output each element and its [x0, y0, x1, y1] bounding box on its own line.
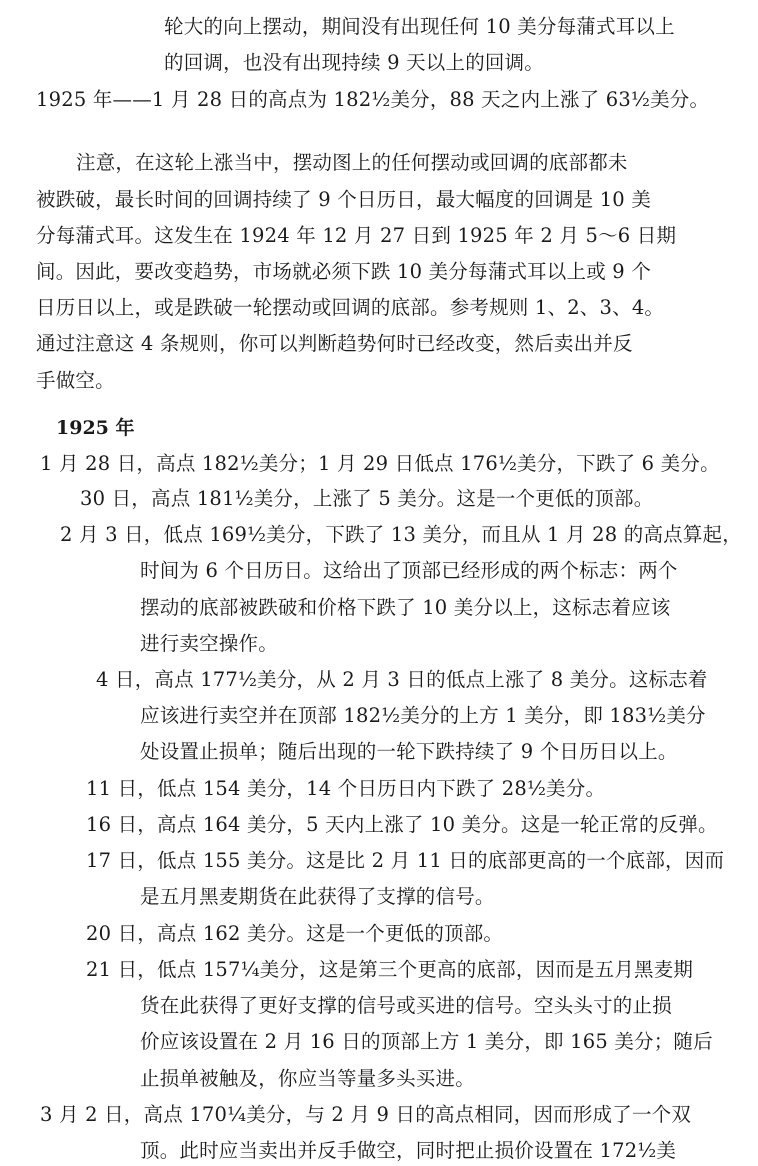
entry-line: 货在此获得了更好支撑的信号或买进的信号。空头头寸的止损 [140, 994, 672, 1018]
text-line: 1925 年——1 月 28 日的高点为 182½美分，88 天之内上涨了 63½美分。 [36, 88, 710, 112]
entry-text: 高点 177½美分，从 2 月 3 日的低点上涨了 8 美分。这标志着 [154, 668, 708, 692]
text-line: 的回调，也没有出现持续 9 天以上的回调。 [164, 51, 545, 75]
entry-line [86, 774, 605, 804]
paragraph-line: 分每蒲式耳。这发生在 1924 年 12 月 27 日到 1925 年 2 月 5～6 日期 [36, 223, 677, 247]
entry-line [60, 520, 742, 550]
paragraph-line: 通过注意这 4 条规则，你可以判断趋势何时已经改变，然后卖出并反 [36, 332, 633, 356]
entry-line [96, 665, 708, 695]
entry-line [86, 846, 724, 876]
entry-text: 低点 155 美分。这是比 2 月 11 日的底部更高的一个底部，因而 [157, 849, 725, 873]
entry-date: 3 月 2 日， [40, 1102, 144, 1126]
paragraph-line: 被跌破，最长时间的回调持续了 9 个日历日，最大幅度的回调是 10 美 [36, 187, 652, 211]
entry-date: 30 日， [80, 486, 152, 510]
entry-line: 顶。此时应当卖出并反手做空，同时把止损价设置在 172½美 [140, 1139, 677, 1162]
entry-date: 16 日， [86, 812, 158, 836]
entry-text: 高点 164 美分，5 天内上涨了 10 美分。这是一轮正常的反弹。 [157, 812, 718, 836]
entry-date: 1 月 28 日， [40, 451, 157, 475]
paragraph-line: 手做空。 [36, 368, 115, 392]
entry-line: 时间为 6 个日历日。这给出了顶部已经形成的两个标志：两个 [140, 559, 678, 583]
entry-text: 高点 182½美分；1 月 29 日低点 176½美分，下跌了 6 美分。 [156, 451, 720, 475]
entry-line: 处设置止损单；随后出现的一轮下跌持续了 9 个日历日以上。 [140, 740, 678, 764]
entry-line: 止损单被触及，你应当等量多头买进。 [140, 1066, 475, 1090]
text-line: 轮大的向上摆动，期间没有出现任何 10 美分每蒲式耳以上 [164, 15, 675, 38]
entry-text: 低点 157¼美分，这是第三个更高的底部，因而是五月黑麦期 [157, 957, 694, 981]
entry-date: 17 日， [86, 849, 158, 873]
entry-line: 是五月黑麦期货在此获得了支撑的信号。 [140, 885, 495, 909]
paragraph-line: 注意，在这轮上涨当中，摆动图上的任何摆动或回调的底部都未 [76, 151, 628, 175]
entry-line [86, 955, 693, 985]
entry-date: 21 日， [86, 957, 158, 981]
entry-text: 高点 181½美分，上涨了 5 美分。这是一个更低的顶部。 [151, 486, 654, 510]
entry-line: 进行卖空操作。 [140, 631, 278, 655]
entry-date: 20 日， [86, 921, 158, 945]
entry-date: 4 日， [96, 668, 155, 692]
entry-line: 价应该设置在 2 月 16 日的顶部上方 1 美分，即 165 美分；随后 [140, 1030, 713, 1054]
entry-line [86, 919, 503, 949]
entry-line [40, 449, 720, 479]
entry-line [80, 484, 653, 514]
entry-line [40, 1100, 691, 1130]
paragraph-line: 日历日以上，或是跌破一轮摆动或回调的底部。参考规则 1、2、3、4。 [36, 296, 665, 320]
entry-date: 11 日， [86, 776, 158, 800]
section-heading: 1925 年 [56, 417, 135, 440]
entry-line [86, 810, 718, 840]
entry-line: 应该进行卖空并在顶部 182½美分的上方 1 美分，即 183½美分 [140, 704, 706, 728]
entry-text: 低点 169½美分，下跌了 13 美分，而且从 1 月 28 的高点算起， [163, 523, 742, 547]
entry-text: 高点 170¼美分，与 2 月 9 日的高点相同，因而形成了一个双 [143, 1102, 692, 1126]
entry-line: 摆动的底部被跌破和价格下跌了 10 美分以上，这标志着应该 [140, 595, 671, 619]
entry-date: 2 月 3 日， [60, 523, 164, 547]
entry-text: 高点 162 美分。这是一个更低的顶部。 [157, 921, 504, 945]
entry-text: 低点 154 美分，14 个日历日内下跌了 28½美分。 [157, 776, 606, 800]
paragraph-line: 间。因此，要改变趋势，市场就必须下跌 10 美分每蒲式耳以上或 9 个 [36, 260, 652, 283]
